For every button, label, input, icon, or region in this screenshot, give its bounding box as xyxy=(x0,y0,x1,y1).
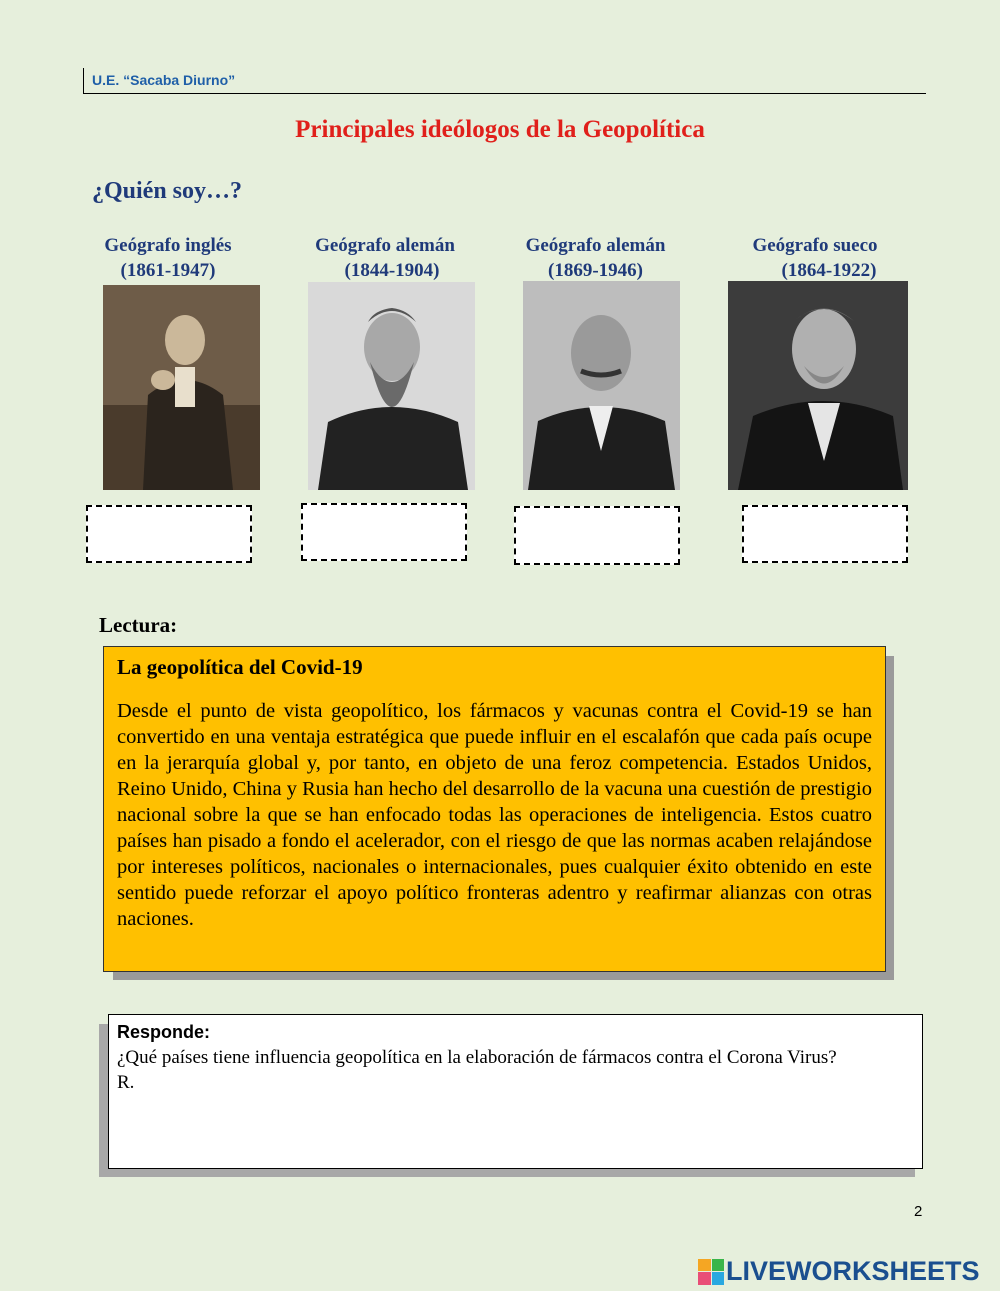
school-name: U.E. “Sacaba Diurno” xyxy=(92,72,236,88)
brand-text: LIVEWORKSHEETS xyxy=(726,1256,980,1286)
card-caption-1 xyxy=(88,233,248,283)
section-subtitle: ¿Quién soy…? xyxy=(92,178,243,204)
portrait-photo-1 xyxy=(103,285,260,490)
response-box xyxy=(108,1014,923,1169)
card-years: (1869-1946) xyxy=(548,260,643,281)
card-caption-2 xyxy=(300,233,470,283)
response-question: ¿Qué países tiene influencia geopolítica en la elaboración de fármacos contra el Corona Virus? xyxy=(117,1047,837,1068)
card-years: (1864-1922) xyxy=(781,260,877,281)
answer-input-1[interactable] xyxy=(86,505,252,563)
response-answer-prefix: R. xyxy=(117,1072,135,1093)
card-years: (1861-1947) xyxy=(120,260,216,281)
answer-input-3[interactable] xyxy=(514,506,680,565)
header-rule-vertical xyxy=(83,68,84,94)
answer-input-2[interactable] xyxy=(301,503,467,561)
response-label: Responde: xyxy=(117,1022,211,1042)
portrait-photo-4 xyxy=(728,281,908,490)
portrait-photo-2 xyxy=(308,282,475,490)
card-role: Geógrafo alemán xyxy=(315,235,455,256)
reading-label: Lectura: xyxy=(99,613,178,637)
page-title: Principales ideólogos de la Geopolítica xyxy=(295,116,705,143)
liveworksheets-brand xyxy=(698,1256,980,1287)
header-rule xyxy=(83,93,926,94)
reading-box xyxy=(103,646,886,972)
card-caption-4 xyxy=(735,233,895,283)
reading-body: Desde el punto de vista geopolítico, los fármacos y vacunas contra el Covid-19 se han convertido en una ventaja estratégica que puede influir en el escalafón que cada país ocupe en la jerarquía global y, por tanto, en objeto de una feroz competencia. Estados Unidos, Reino Unido, China y Rusia han hecho del desarrollo de la vacuna una cuestión de prestigio nacional sobre la que se han enfocado todas las operaciones de inteligencia. Estos cuatro países han pisado a fondo el acelerador, con el riesgo de que las normas acaben relajándose por intereses políticos, nacionales o internacionales, pues cualquier éxito obtenido en este sentido puede reforzar el apoyo político fronteras adentro y reafirmar alianzas con otras naciones. xyxy=(117,700,872,930)
reading-title: La geopolítica del Covid-19 xyxy=(117,655,363,679)
liveworksheets-logo-icon xyxy=(698,1259,724,1285)
card-caption-3 xyxy=(508,233,683,283)
card-role: Geógrafo inglés xyxy=(104,235,232,256)
answer-input-4[interactable] xyxy=(742,505,908,563)
portrait-photo-3 xyxy=(523,281,680,490)
card-role: Geógrafo sueco xyxy=(752,235,878,256)
card-years: (1844-1904) xyxy=(344,260,440,281)
card-role: Geógrafo alemán xyxy=(525,235,666,256)
page-number: 2 xyxy=(914,1203,923,1220)
